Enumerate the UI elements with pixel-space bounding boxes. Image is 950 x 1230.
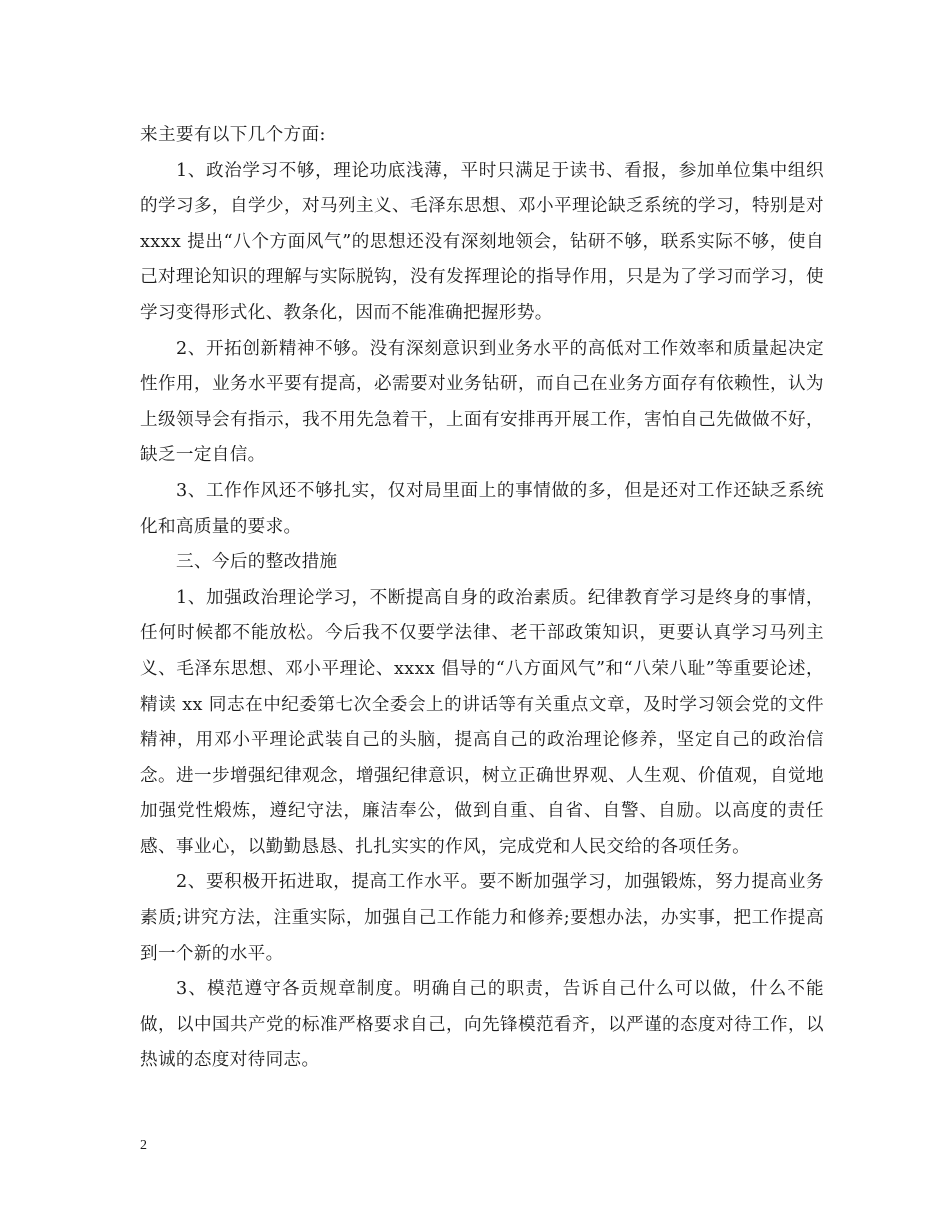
document-body bbox=[140, 118, 824, 1079]
paragraph-measure-1: 1、加强政治理论学习，不断提高自身的政治素质。纪律教育学习是终身的事情，任何时候都不能放松。今后我不仅要学法律、老干部政策知识，更要认真学习马列主义、毛泽东思想、邓小平理论、xxxx 倡导的“八方面风气”和“八荣八耻”等重要论述，精读 xx 同志在中纪委第七次全委会上的讲话等有关重点文章，及时学习领会党的文件精神，用邓小平理论武装自己的头脑，提高自己的政治理论修养，坚定自己的政治信念。进一步增强纪律观念，增强纪律意识，树立正确世界观、人生观、价值观，自觉地加强党性煅炼，遵纪守法，廉洁奉公，做到自重、自省、自警、自励。以高度的责任感、事业心，以勤勤恳恳、扎扎实实的作风，完成党和人民交给的各项任务。 bbox=[140, 587, 824, 857]
paragraph-point-1: 1、政治学习不够，理论功底浅薄，平时只满足于读书、看报，参加单位集中组织的学习多，自学少，对马列主义、毛泽东思想、邓小平理论缺乏系统的学习，特别是对 xxxx 提出“八个方面风气”的思想还没有深刻地领会，钻研不够，联系实际不够，使自己对理论知识的理解与实际脱钩，没有发挥理论的指导作用，只是为了学习而学习，使学习变得形式化、教条化，因而不能准确把握形势。 bbox=[140, 160, 824, 323]
paragraph-measure-3: 3、模范遵守各贡规章制度。明确自己的职责，告诉自己什么可以做，什么不能做，以中国共产党的标准严格要求自己，向先锋模范看齐，以严谨的态度对待工作，以热诚的态度对待同志。 bbox=[140, 979, 824, 1071]
page-number: 2 bbox=[140, 1138, 147, 1153]
paragraph-measure-2: 2、要积极开拓进取，提高工作水平。要不断加强学习，加强锻炼，努力提高业务素质;讲究方法，注重实际，加强自己工作能力和修养;要想办法，办实事，把工作提高到一个新的水平。 bbox=[140, 872, 824, 964]
section-heading-rectification: 三、今后的整改措施 bbox=[176, 552, 338, 573]
paragraph-point-2: 2、开拓创新精神不够。没有深刻意识到业务水平的高低对工作效率和质量起决定性作用，业务水平要有提高，必需要对业务钻研，而自己在业务方面存有依赖性，认为上级领导会有指示，我不用先急着干，上面有安排再开展工作，害怕自己先做做不好，缺乏一定自信。 bbox=[140, 338, 824, 466]
paragraph-point-3: 3、工作作风还不够扎实，仅对局里面上的事情做的多，但是还对工作还缺乏系统化和高质量的要求。 bbox=[140, 480, 824, 537]
paragraph-continuation: 来主要有以下几个方面: bbox=[140, 125, 326, 145]
